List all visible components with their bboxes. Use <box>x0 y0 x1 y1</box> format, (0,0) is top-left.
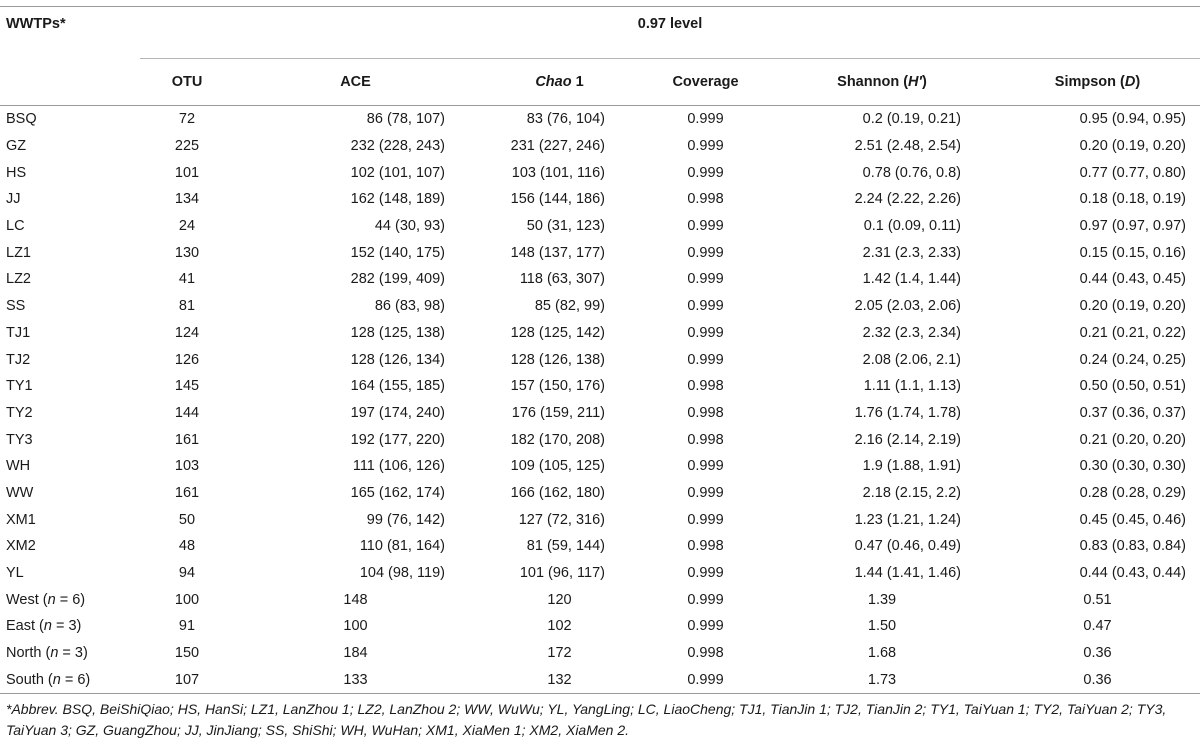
table-row <box>0 186 1200 213</box>
table-cell: 0.44 (0.43, 0.45) <box>1079 271 1186 288</box>
row-label: XM2 <box>6 538 36 555</box>
table-cell: 2.08 (2.06, 2.1) <box>862 351 961 368</box>
table-cell: 0.45 (0.45, 0.46) <box>1079 511 1186 528</box>
table-cell: 2.16 (2.14, 2.19) <box>854 431 961 448</box>
table-cell: 104 (98, 119) <box>359 565 445 582</box>
table-cell: 156 (144, 186) <box>510 191 605 208</box>
table-cell: 157 (150, 176) <box>510 378 605 395</box>
table-cell: 1.68 <box>867 645 897 662</box>
table-cell: 232 (228, 243) <box>350 138 445 155</box>
table-cell: 0.999 <box>687 298 724 315</box>
table-cell: 133 <box>234 666 477 694</box>
table-cell: 150 <box>174 645 200 662</box>
table-cell: 0.999 <box>687 591 724 608</box>
table-cell: 72 <box>178 111 196 128</box>
summary-row <box>0 586 1200 613</box>
table-row <box>0 373 1200 400</box>
table-cell: 0.999 <box>687 138 724 155</box>
table-cell: 50 (31, 123) <box>526 218 605 235</box>
table-cell: 148 (137, 177) <box>510 244 605 261</box>
region-label: North (n = 3) <box>6 645 88 662</box>
table-cell: 86 (78, 107) <box>366 111 445 128</box>
table-cell: 172 <box>547 645 572 662</box>
table-row <box>0 213 1200 240</box>
summary-row <box>0 666 1200 694</box>
table-cell: 0.998 <box>687 431 724 448</box>
table-cell: 48 <box>178 538 196 555</box>
table-cell: 102 (101, 107) <box>350 164 445 181</box>
table-cell: 102 <box>547 618 572 635</box>
table-cell: 94 <box>178 565 196 582</box>
table-cell: 282 (199, 409) <box>350 271 445 288</box>
table-cell: 1.11 (1.1, 1.13) <box>863 378 961 395</box>
table-cell: 124 <box>174 324 200 341</box>
header-blank <box>0 59 140 106</box>
table-cell: 91 <box>178 618 196 635</box>
table-cell: 110 (81, 164) <box>359 538 445 555</box>
header-ace: ACE <box>234 59 477 106</box>
table-cell: 0.999 <box>687 484 724 501</box>
row-label: JJ <box>6 191 21 208</box>
header-coverage: Coverage <box>642 59 769 106</box>
table-cell: 132 <box>477 666 642 694</box>
table-cell: 128 (125, 142) <box>510 324 605 341</box>
table-cell: 2.05 (2.03, 2.06) <box>854 298 961 315</box>
table-cell: 2.32 (2.3, 2.34) <box>862 324 961 341</box>
header-otu: OTU <box>140 59 234 106</box>
table-cell: 0.95 (0.94, 0.95) <box>1079 111 1186 128</box>
table-cell: 0.998 <box>687 645 724 662</box>
table-row <box>0 506 1200 533</box>
table-row <box>0 239 1200 266</box>
table-cell: 128 (125, 138) <box>350 324 445 341</box>
summary-row <box>0 640 1200 667</box>
region-label: South (n = 6) <box>0 666 140 694</box>
table-cell: 101 <box>174 164 200 181</box>
table-cell: 44 (30, 93) <box>374 218 445 235</box>
table-cell: 81 <box>178 298 196 315</box>
table-cell: 0.47 <box>1083 618 1112 635</box>
table-cell: 134 <box>174 191 200 208</box>
table-cell: 0.999 <box>687 511 724 528</box>
table-cell: 1.42 (1.4, 1.44) <box>862 271 961 288</box>
table-cell: 126 <box>174 351 200 368</box>
table-row <box>0 106 1200 133</box>
table-row <box>0 293 1200 320</box>
row-label: GZ <box>6 138 27 155</box>
row-label: LZ2 <box>6 271 31 288</box>
table-cell: 1.73 <box>769 666 995 694</box>
header-simpson: Simpson (D) <box>995 59 1200 106</box>
table-cell: 1.50 <box>867 618 897 635</box>
table-cell: 2.31 (2.3, 2.33) <box>862 244 961 261</box>
table-cell: 0.77 (0.77, 0.80) <box>1079 164 1186 181</box>
table-cell: 161 <box>174 431 200 448</box>
row-label: BSQ <box>6 111 37 128</box>
table-cell: 0.999 <box>687 458 724 475</box>
table-cell: 2.51 (2.48, 2.54) <box>854 138 961 155</box>
region-label: West (n = 6) <box>6 591 86 608</box>
table-cell: 1.76 (1.74, 1.78) <box>854 404 961 421</box>
table-cell: 103 <box>174 458 200 475</box>
table-cell: 0.999 <box>642 666 769 694</box>
table-cell: 0.998 <box>687 538 724 555</box>
table-cell: 103 (101, 116) <box>511 164 605 181</box>
table-cell: 0.2 (0.19, 0.21) <box>862 111 961 128</box>
table-cell: 0.999 <box>687 565 724 582</box>
table-cell: 2.18 (2.15, 2.2) <box>862 484 961 501</box>
summary-row <box>0 613 1200 640</box>
table-cell: 0.20 (0.19, 0.20) <box>1079 298 1186 315</box>
header-chao1: Chao 1 <box>477 59 642 106</box>
table-cell: 0.21 (0.21, 0.22) <box>1079 324 1186 341</box>
table-cell: 85 (82, 99) <box>534 298 605 315</box>
table-cell: 161 <box>174 484 200 501</box>
table-cell: 127 (72, 316) <box>518 511 605 528</box>
table-cell: 81 (59, 144) <box>526 538 605 555</box>
table-cell: 100 <box>343 618 368 635</box>
table-cell: 0.30 (0.30, 0.30) <box>1079 458 1186 475</box>
table-cell: 0.47 (0.46, 0.49) <box>854 538 961 555</box>
table-cell: 86 (83, 98) <box>374 298 445 315</box>
row-label: WH <box>6 458 31 475</box>
row-label: TJ2 <box>6 351 31 368</box>
table-cell: 41 <box>178 271 196 288</box>
region-label: East (n = 3) <box>6 618 82 635</box>
table-cell: 0.999 <box>687 164 724 181</box>
table-row <box>0 453 1200 480</box>
row-label: LC <box>6 218 25 235</box>
table-cell: 152 (140, 175) <box>350 244 445 261</box>
row-label: TY1 <box>6 378 33 395</box>
table-row <box>0 133 1200 160</box>
table-cell: 100 <box>174 591 200 608</box>
table-cell: 120 <box>547 591 572 608</box>
table-row <box>0 346 1200 373</box>
row-label: HS <box>6 164 27 181</box>
table-row <box>0 159 1200 186</box>
table-cell: 1.44 (1.41, 1.46) <box>854 565 961 582</box>
table-row <box>0 426 1200 453</box>
table-cell: 0.999 <box>687 324 724 341</box>
table-cell: 197 (174, 240) <box>350 404 445 421</box>
table-cell: 0.37 (0.36, 0.37) <box>1079 404 1186 421</box>
header-level: 0.97 level <box>140 7 1200 59</box>
table-cell: 164 (155, 185) <box>350 378 445 395</box>
table-cell: 0.44 (0.43, 0.44) <box>1079 565 1186 582</box>
table-cell: 1.9 (1.88, 1.91) <box>862 458 961 475</box>
row-label: TY2 <box>6 404 33 421</box>
table-cell: 0.36 <box>1083 645 1112 662</box>
table-cell: 231 (227, 246) <box>510 138 605 155</box>
table-cell: 2.24 (2.22, 2.26) <box>854 191 961 208</box>
table-cell: 225 <box>174 138 200 155</box>
table-cell: 184 <box>343 645 368 662</box>
table-cell: 109 (105, 125) <box>510 458 605 475</box>
table-cell: 0.97 (0.97, 0.97) <box>1079 218 1186 235</box>
header-shannon: Shannon (H′) <box>769 59 995 106</box>
row-label: XM1 <box>6 511 36 528</box>
table-row <box>0 320 1200 347</box>
table-cell: 0.998 <box>687 404 724 421</box>
footnote: *Abbrev. BSQ, BeiShiQiao; HS, HanSi; LZ1, LanZhou 1; LZ2, LanZhou 2; WW, WuWu; YL, YangLing; LC, LiaoCheng; TJ1, TianJin 1; TJ2, TianJin 2; TY1, TaiYuan 1; TY2, TaiYuan 2; TY3, TaiYuan 3; GZ, GuangZhou; JJ, JinJiang; SS, ShiShi; WH, WuHan; XM1, XiaMen 1; XM2, XiaMen 2. <box>6 701 1167 738</box>
table-cell: 192 (177, 220) <box>350 431 445 448</box>
table-cell: 165 (162, 174) <box>350 484 445 501</box>
table-cell: 0.18 (0.18, 0.19) <box>1079 191 1186 208</box>
table-cell: 148 <box>343 591 368 608</box>
table-cell: 107 <box>140 666 234 694</box>
table-cell: 24 <box>178 218 196 235</box>
row-label: LZ1 <box>6 244 31 261</box>
table-cell: 0.999 <box>687 111 724 128</box>
diversity-table <box>0 6 1200 694</box>
table-cell: 0.999 <box>687 351 724 368</box>
table-cell: 1.39 <box>867 591 897 608</box>
table-cell: 0.998 <box>687 191 724 208</box>
table-cell: 0.999 <box>687 218 724 235</box>
table-cell: 0.998 <box>687 378 724 395</box>
table-cell: 130 <box>174 244 200 261</box>
header-wwtps: WWTPs* <box>6 16 66 32</box>
table-row <box>0 400 1200 427</box>
table-cell: 0.36 <box>995 666 1200 694</box>
table-cell: 101 (96, 117) <box>519 565 605 582</box>
table-cell: 0.24 (0.24, 0.25) <box>1079 351 1186 368</box>
table-cell: 128 (126, 134) <box>350 351 445 368</box>
table-cell: 0.15 (0.15, 0.16) <box>1079 244 1186 261</box>
table-cell: 0.999 <box>687 618 724 635</box>
table-row <box>0 560 1200 587</box>
row-label: SS <box>6 298 26 315</box>
table-cell: 118 (63, 307) <box>519 271 605 288</box>
table-cell: 166 (162, 180) <box>510 484 605 501</box>
row-label: WW <box>6 484 34 501</box>
table-cell: 0.50 (0.50, 0.51) <box>1079 378 1186 395</box>
table-cell: 145 <box>174 378 200 395</box>
table-cell: 0.51 <box>1083 591 1112 608</box>
row-label: TJ1 <box>6 324 31 341</box>
table-row <box>0 266 1200 293</box>
row-label: YL <box>6 565 24 582</box>
table-cell: 128 (126, 138) <box>510 351 605 368</box>
table-row <box>0 480 1200 507</box>
table-cell: 0.20 (0.19, 0.20) <box>1079 138 1186 155</box>
table-cell: 162 (148, 189) <box>350 191 445 208</box>
table-row <box>0 533 1200 560</box>
table-cell: 111 (106, 126) <box>352 458 445 475</box>
table-cell: 182 (170, 208) <box>510 431 605 448</box>
row-label: TY3 <box>6 431 33 448</box>
table-cell: 0.78 (0.76, 0.8) <box>862 164 961 181</box>
table-cell: 0.999 <box>687 244 724 261</box>
table-cell: 1.23 (1.21, 1.24) <box>854 511 961 528</box>
table-cell: 50 <box>178 511 196 528</box>
table-cell: 0.999 <box>687 271 724 288</box>
table-cell: 144 <box>174 404 200 421</box>
table-cell: 0.28 (0.28, 0.29) <box>1079 484 1186 501</box>
table-cell: 0.83 (0.83, 0.84) <box>1079 538 1186 555</box>
table-cell: 0.21 (0.20, 0.20) <box>1079 431 1186 448</box>
table-cell: 176 (159, 211) <box>511 404 605 421</box>
table-cell: 99 (76, 142) <box>366 511 445 528</box>
table-cell: 0.1 (0.09, 0.11) <box>863 218 961 235</box>
table-cell: 83 (76, 104) <box>526 111 605 128</box>
